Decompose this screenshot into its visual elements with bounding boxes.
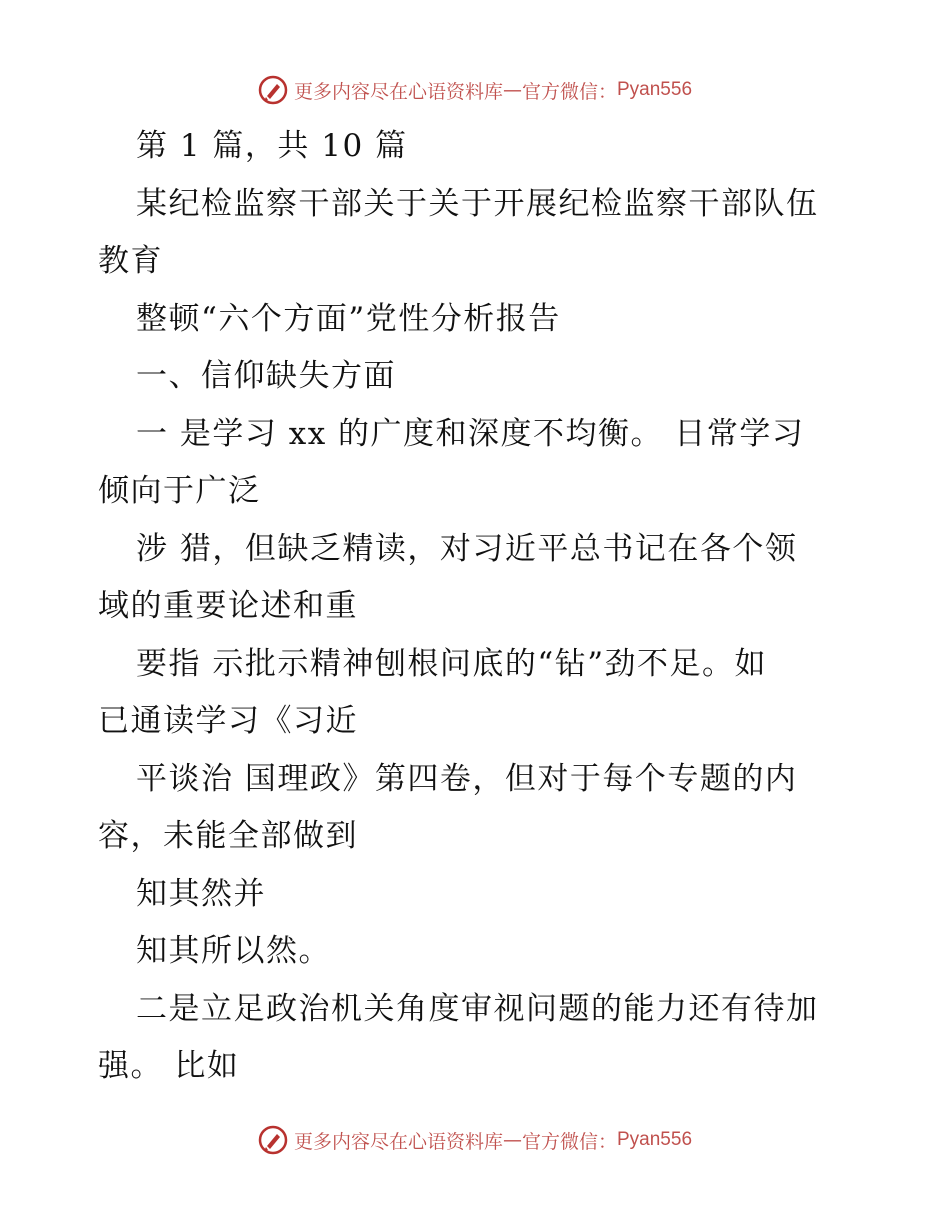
text-line: 要指 示批示精神刨根问底的“钻”劲不足。如	[136, 645, 768, 682]
text-line: 某纪检监察干部关于关于开展纪检监察干部队伍	[136, 185, 819, 222]
text-line: 第 1 篇，共 10 篇	[136, 128, 408, 164]
text-line: 知其然并	[136, 875, 266, 912]
watermark-wechat-id: Pyan556	[617, 79, 693, 100]
text-line: 强。 比如	[98, 1048, 240, 1084]
text-line: 教育	[98, 243, 163, 279]
watermark-main-text: 更多内容尽在心语资料库	[293, 1130, 503, 1153]
text-line: 平谈治 国理政》第四卷，但对于每个专题的内	[136, 760, 798, 797]
text-line: 倾向于广泛	[98, 473, 261, 509]
document-body	[98, 118, 858, 1096]
header-watermark	[0, 72, 950, 108]
footer-watermark	[0, 1122, 950, 1158]
watermark-separator: —	[502, 79, 522, 101]
text-line: 一、信仰缺失方面	[136, 358, 396, 394]
pen-logo-icon	[258, 1125, 288, 1155]
text-line: 一 是学习 xx 的广度和深度不均衡。 日常学习	[136, 415, 805, 452]
pen-logo-icon	[258, 75, 288, 105]
text-line: 二是立足政治机关角度审视问题的能力还有待加	[136, 990, 819, 1027]
watermark-wechat-id: Pyan556	[617, 1129, 693, 1150]
watermark-main-text: 更多内容尽在心语资料库	[293, 80, 503, 103]
text-line: 已通读学习《习近	[98, 703, 358, 739]
text-line: 容，未能全部做到	[98, 818, 358, 854]
watermark-separator: —	[502, 1129, 522, 1151]
watermark-sub-text: 官方微信：	[521, 80, 617, 103]
text-line: 整顿“六个方面”党性分析报告	[136, 300, 561, 337]
text-line: 涉 猎，但缺乏精读，对习近平总书记在各个领	[136, 530, 798, 567]
watermark-sub-text: 官方微信：	[521, 1130, 617, 1153]
text-line: 知其所以然。	[136, 933, 331, 969]
text-line: 域的重要论述和重	[98, 588, 358, 624]
